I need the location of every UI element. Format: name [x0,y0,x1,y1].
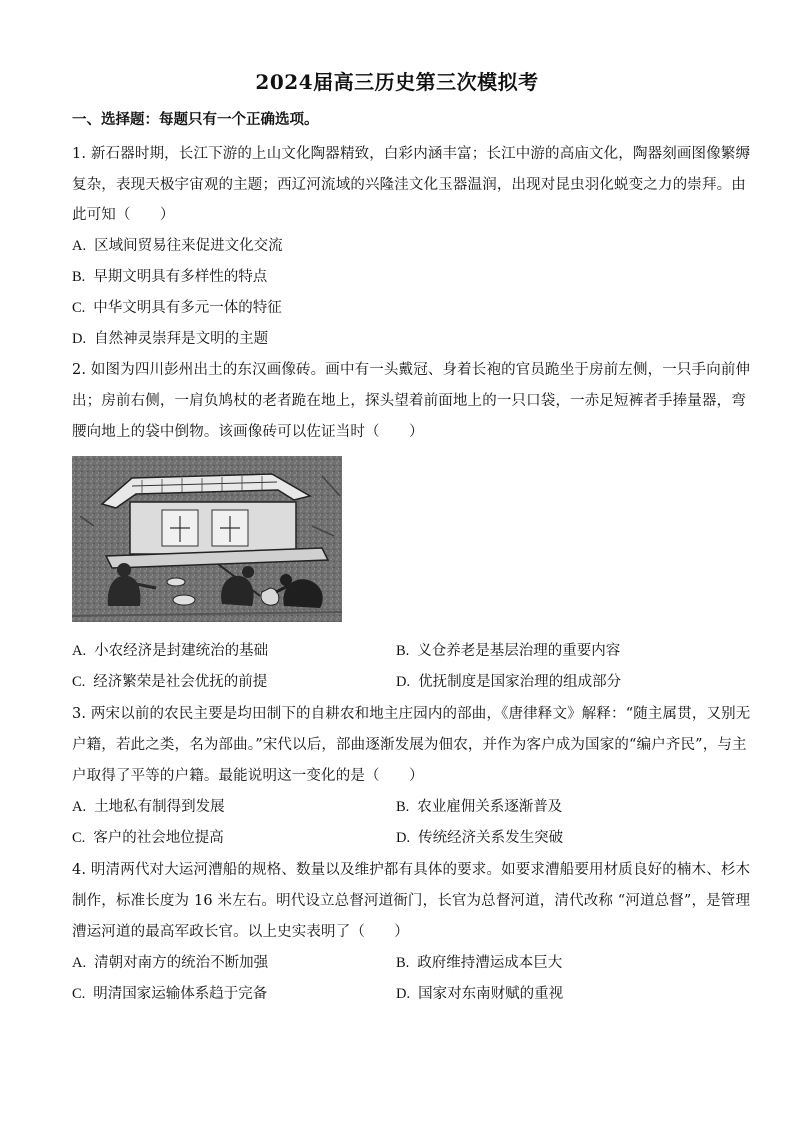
question-3-line-2: 户籍，若此之类，名为部曲。”宋代以后，部曲逐渐发展为佃农，并作为客户成为国家的“编户齐民”，与主 [72,737,747,753]
option-text: 清朝对南方的统治不断加强 [94,955,269,971]
question-1-option-b[interactable] [72,265,267,286]
option-text: 农业雇佣关系逐渐普及 [417,799,563,815]
question-4-option-d[interactable] [396,982,563,1003]
question-4-option-b[interactable] [396,951,562,972]
option-letter: D. [72,331,87,347]
question-4-line-2: 制作，标准长度为 16 米左右。明代设立总督河道衙门，长官为总督河道，清代改称 “河道总督”，是管理 [72,893,751,909]
question-4-option-c[interactable] [72,982,267,1003]
han-brick-relief-image [72,456,342,622]
option-text: 国家对东南财赋的重视 [418,986,564,1002]
option-letter: B. [396,643,410,659]
option-text: 中华文明具有多元一体的特征 [93,300,282,316]
option-text: 传统经济关系发生突破 [418,830,564,846]
question-1-line-3: 此可知（ ） [72,207,175,223]
question-3-option-b[interactable] [396,795,562,816]
question-3-line-1: 3. 两宋以前的农民主要是均田制下的自耕农和地主庄园内的部曲，《唐律释文》解释：“随主属贯，又别无 [72,706,751,722]
question-2-option-b[interactable] [396,639,620,660]
option-text: 自然神灵崇拜是文明的主题 [94,331,269,347]
question-2-line-1: 2. 如图为四川彭州出土的东汉画像砖。画中有一头戴冠、身着长袍的官员跪坐于房前左侧，一只手向前伸 [72,362,751,378]
option-text: 政府维持漕运成本巨大 [417,955,563,971]
question-1-option-c[interactable] [72,296,282,317]
option-letter: B. [396,799,410,815]
question-2-option-a[interactable] [72,639,268,660]
question-3-option-c[interactable] [72,826,224,847]
question-1-line-1: 1. 新石器时期，长江下游的上山文化陶器精致，白彩内涵丰富；长江中游的高庙文化，陶器刻画图像繁缛 [72,146,751,162]
question-3-line-3: 户取得了平等的户籍。最能说明这一变化的是（ ） [72,768,424,784]
option-letter: D. [396,986,411,1002]
option-letter: A. [72,955,87,971]
question-1-option-d[interactable] [72,327,268,348]
option-letter: A. [72,643,87,659]
option-letter: D. [396,674,411,690]
option-text: 客户的社会地位提高 [93,830,224,846]
option-letter: C. [72,300,86,316]
option-letter: D. [396,830,411,846]
question-4-option-a[interactable] [72,951,268,972]
option-letter: C. [72,830,86,846]
question-2-option-c[interactable] [72,670,267,691]
option-text: 区域间贸易往来促进文化交流 [94,238,283,254]
option-text: 义仓养老是基层治理的重要内容 [417,643,621,659]
option-letter: B. [72,269,86,285]
question-2-option-d[interactable] [396,670,621,691]
question-4-line-3: 漕运河道的最高军政长官。以上史实表明了（ ） [72,924,409,940]
page-title: 2024届高三历史第三次模拟考 [255,70,539,94]
option-letter: C. [72,986,86,1002]
option-text: 明清国家运输体系趋于完备 [93,986,268,1002]
option-text: 经济繁荣是社会优抚的前提 [93,674,268,690]
question-3-option-d[interactable] [396,826,563,847]
option-text: 早期文明具有多样性的特点 [93,269,268,285]
option-text: 优抚制度是国家治理的组成部分 [418,674,622,690]
question-1-option-a[interactable] [72,234,283,255]
section-heading: 一、选择题：每题只有一个正确选项。 [72,111,319,128]
question-4-line-1: 4. 明清两代对大运河漕船的规格、数量以及维护都有具体的要求。如要求漕船要用材质良好的楠木、杉木 [72,862,751,878]
option-letter: B. [396,955,410,971]
question-2-line-3: 腰向地上的袋中倒物。该画像砖可以佐证当时（ ） [72,424,424,440]
option-letter: C. [72,674,86,690]
question-3-option-a[interactable] [72,795,225,816]
question-2-line-2: 出；房前右侧，一肩负鸠杖的老者跪在地上，探头望着前面地上的一只口袋，一赤足短裤者手捧量器，弯 [72,393,746,409]
question-1-line-2: 复杂，表现天极宇宙观的主题；西辽河流域的兴隆洼文化玉器温润，出现对昆虫羽化蜕变之力的崇拜。由 [72,177,746,193]
option-text: 小农经济是封建统治的基础 [94,643,269,659]
option-text: 土地私有制得到发展 [94,799,225,815]
option-letter: A. [72,799,87,815]
option-letter: A. [72,238,87,254]
